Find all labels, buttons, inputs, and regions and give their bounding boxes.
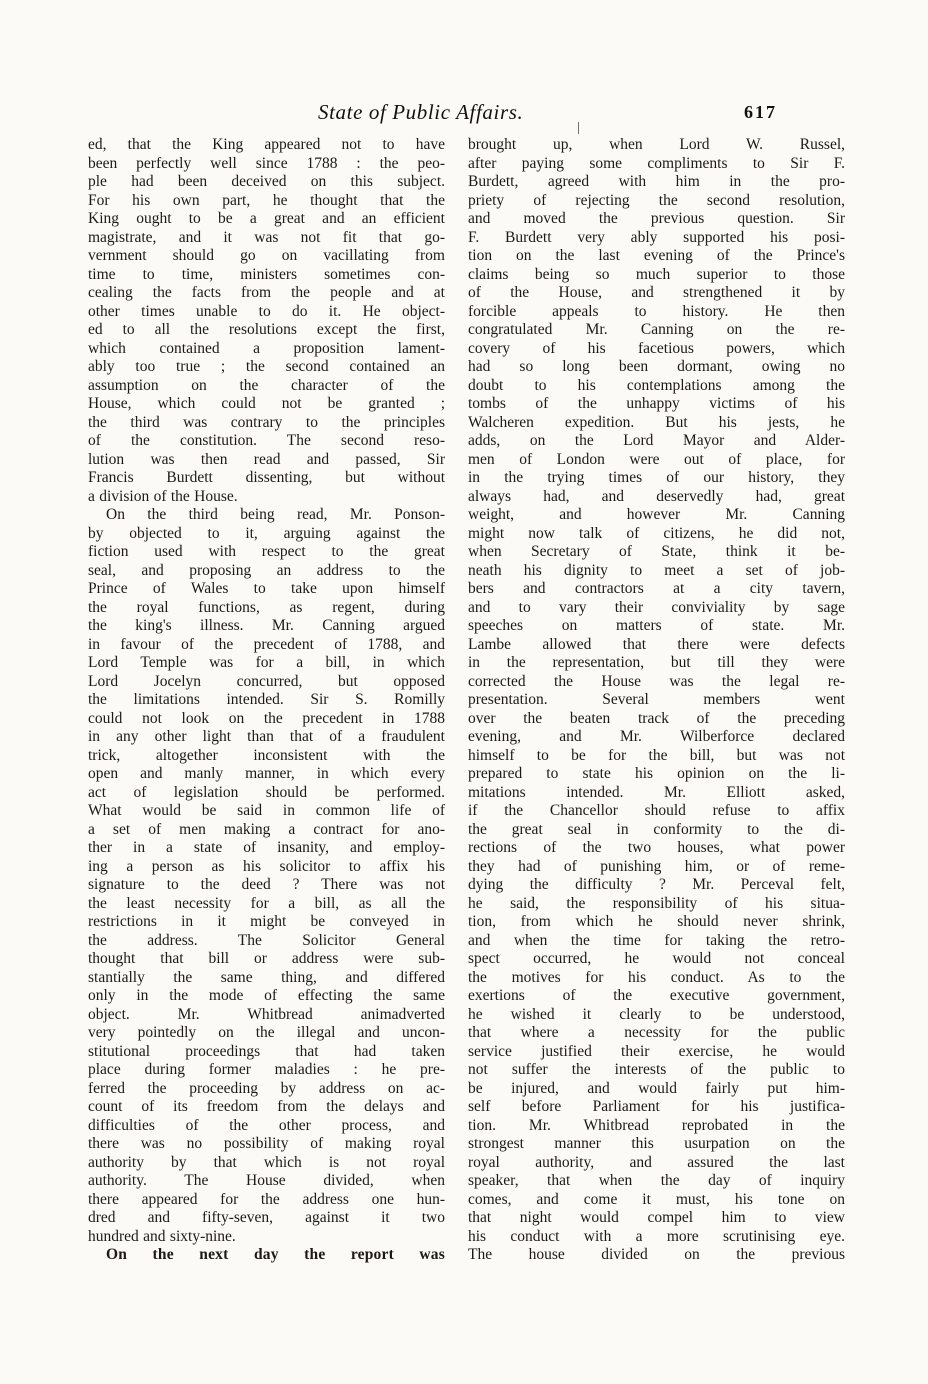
text-line: strongest manner this usurpation on the (468, 1135, 845, 1152)
text-line: hundred and sixty-nine. (88, 1227, 236, 1245)
text-line: trick, altogether inconsistent with the (88, 746, 445, 764)
text-line: tion, from which he should never shrink, (468, 913, 845, 930)
text-line: Prince of Wales to take upon himself (88, 580, 445, 597)
text-line: signature to the deed ? There was not (88, 876, 445, 893)
text-line: cealing the facts from the people and at (88, 284, 445, 301)
text-line: tion on the last evening of the Prince's (468, 247, 845, 264)
text-line: lution was then read and passed, Sir (88, 450, 445, 468)
text-line: and when the time for taking the retro- (468, 931, 845, 949)
text-line: House, which could not be granted ; (88, 395, 445, 412)
text-line: over the beaten track of the preceding (468, 709, 845, 727)
text-line: they had of punishing him, or of reme- (468, 857, 845, 875)
text-line: the least necessity for a bill, as all the (88, 894, 445, 912)
text-line: prepared to state his opinion on the li- (468, 765, 845, 782)
text-line: comes, and come it must, his tone on (468, 1190, 845, 1208)
text-line: magistrate, and it was not fit that go- (88, 228, 445, 246)
text-line: and to vary their conviviality by sage (468, 598, 845, 616)
text-line: he wished it clearly to be understood, (468, 1005, 845, 1023)
text-line: had so long been dormant, owing no (468, 358, 845, 375)
text-line: stantially the same thing, and differed (88, 968, 445, 986)
text-line: the great seal in conformity to the di- (468, 820, 845, 838)
text-line: forcible appeals to history. He then (468, 302, 845, 320)
text-line: congratulated Mr. Canning on the re- (468, 321, 845, 338)
text-line: difficulties of the other process, and (88, 1116, 445, 1134)
text-line: ed to all the resolutions except the first, (88, 321, 445, 338)
column-left (88, 136, 445, 1265)
text-line: tion. Mr. Whitbread reprobated in the (468, 1116, 845, 1134)
text-line: very pointedly on the illegal and uncon- (88, 1024, 445, 1041)
scan-artifact-mark (578, 122, 579, 134)
text-line: thought that bill or address were sub- (88, 950, 445, 967)
text-line: evening, and Mr. Wilberforce declared (468, 728, 845, 745)
text-line: covery of his facetious powers, which (468, 339, 845, 357)
text-line: after paying some compliments to Sir F. (468, 154, 845, 172)
text-line: restrictions in it might be conveyed in (88, 913, 445, 930)
text-line: doubt to his contemplations among the (468, 376, 845, 394)
text-line: ably too true ; the second contained an (88, 358, 445, 375)
text-line: stitutional proceedings that had taken (88, 1042, 445, 1060)
text-line: brought up, when Lord W. Russel, (468, 136, 845, 153)
text-line: Lord Jocelyn concurred, but opposed (88, 672, 445, 690)
text-line: he said, the responsibility of his situa- (468, 894, 845, 912)
text-line: a division of the House. (88, 487, 238, 505)
text-line: place during former maladies : he pre- (88, 1061, 445, 1078)
text-line: the address. The Solicitor General (88, 931, 445, 949)
text-line: ferred the proceeding by address on ac- (88, 1079, 445, 1097)
text-line: dying the difficulty ? Mr. Perceval felt, (468, 876, 845, 893)
text-line: object. Mr. Whitbread animadverted (88, 1005, 445, 1023)
text-line: there was no possibility of making royal (88, 1135, 445, 1152)
text-line: ing a person as his solicitor to affix his (88, 857, 445, 875)
text-line: What would be said in common life of (88, 802, 445, 819)
text-line: For his own part, he thought that the (88, 191, 445, 209)
text-line: self before Parliament for his justifica- (468, 1098, 845, 1115)
text-line: corrected the House was the legal re- (468, 672, 845, 690)
text-line: by objected to it, arguing against the (88, 524, 445, 542)
text-line: only in the mode of effecting the same (88, 987, 445, 1004)
text-line: Burdett, agreed with him in the pro- (468, 173, 845, 190)
text-line: mitations intended. Mr. Elliott asked, (468, 783, 845, 801)
text-line: The house divided on the previous (468, 1246, 845, 1263)
text-columns (88, 136, 845, 1265)
text-line: ther in a state of insanity, and employ- (88, 839, 445, 856)
text-line: priety of rejecting the second resolution, (468, 191, 845, 209)
text-line: in the trying times of our history, they (468, 469, 845, 486)
text-line: presentation. Several members went (468, 691, 845, 708)
text-line: the motives for his conduct. As to the (468, 968, 845, 986)
text-line: the king's illness. Mr. Canning argued (88, 617, 445, 634)
text-line: that night would compel him to view (468, 1209, 845, 1226)
text-line: if the Chancellor should refuse to affix (468, 802, 845, 819)
text-line: his conduct with a more scrutinising eye. (468, 1227, 845, 1245)
text-line: Walcheren expedition. But his jests, he (468, 413, 845, 431)
text-line: which contained a proposition lament- (88, 339, 445, 357)
text-line: there appeared for the address one hun- (88, 1190, 445, 1208)
text-line: authority. The House divided, when (88, 1172, 445, 1189)
text-line: be injured, and would fairly put him- (468, 1079, 845, 1097)
text-line: King ought to be a great and an efficient (88, 210, 445, 227)
page-number: 617 (744, 102, 777, 122)
text-line: a set of men making a contract for ano- (88, 820, 445, 838)
text-line: in any other light than that of a fraudulent (88, 728, 445, 745)
text-line: speaker, that when the day of inquiry (468, 1172, 845, 1189)
text-line: neath his dignity to meet a set of job- (468, 561, 845, 579)
text-line: Lord Temple was for a bill, in which (88, 654, 445, 671)
text-line: authority by that which is not royal (88, 1153, 445, 1171)
text-line: spect occurred, he would not conceal (468, 950, 845, 967)
text-line: the third was contrary to the principles (88, 413, 445, 431)
text-line: always had, and deservedly had, great (468, 487, 845, 505)
text-line: ple had been deceived on this subject. (88, 173, 445, 190)
text-line: adds, on the Lord Mayor and Alder- (468, 432, 845, 449)
text-line: other times unable to do it. He object- (88, 302, 445, 320)
text-line: in the representation, but till they were (468, 654, 845, 671)
text-line: that where a necessity for the public (468, 1024, 845, 1041)
text-line: service justified their exercise, he would (468, 1042, 845, 1060)
text-line: On the third being read, Mr. Ponson- (106, 506, 445, 523)
text-line: the royal functions, as regent, during (88, 598, 445, 616)
text-line: exertions of the executive government, (468, 987, 845, 1004)
text-line: royal authority, and assured the last (468, 1153, 845, 1171)
text-line: bers and contractors at a city tavern, (468, 580, 845, 597)
text-line: speeches on matters of state. Mr. (468, 617, 845, 634)
text-line: in favour of the precedent of 1788, and (88, 635, 445, 653)
text-line: weight, and however Mr. Canning (468, 506, 845, 523)
text-line: men of London were out of place, for (468, 450, 845, 468)
text-line: claims being so much superior to those (468, 265, 845, 283)
column-right (468, 136, 845, 1265)
text-line: time to time, ministers sometimes con- (88, 265, 445, 283)
text-line: Francis Burdett dissenting, but without (88, 469, 445, 486)
text-line: assumption on the character of the (88, 376, 445, 394)
text-line: On the next day the report was (106, 1246, 445, 1263)
text-line: of the House, and strengthened it by (468, 284, 845, 301)
text-line: vernment should go on vacillating from (88, 247, 445, 264)
text-line: could not look on the precedent in 1788 (88, 709, 445, 727)
text-line: the limitations intended. Sir S. Romilly (88, 691, 445, 708)
text-line: seal, and proposing an address to the (88, 561, 445, 579)
text-line: himself to be for the bill, but was not (468, 746, 845, 764)
text-line: open and manly manner, in which every (88, 765, 445, 782)
text-line: tombs of the unhappy victims of his (468, 395, 845, 412)
text-line: been perfectly well since 1788 : the peo- (88, 154, 445, 172)
text-line: Lambe allowed that there were defects (468, 635, 845, 653)
text-line: rections of the two houses, what power (468, 839, 845, 856)
running-title: State of Public Affairs. (318, 100, 524, 124)
text-line: of the constitution. The second reso- (88, 432, 445, 449)
text-line: act of legislation should be performed. (88, 783, 445, 801)
text-line: not suffer the interests of the public to (468, 1061, 845, 1078)
text-line: fiction used with respect to the great (88, 543, 445, 560)
text-line: ed, that the King appeared not to have (88, 136, 445, 153)
text-line: and moved the previous question. Sir (468, 210, 845, 227)
text-line: dred and fifty-seven, against it two (88, 1209, 445, 1226)
text-line: F. Burdett very ably supported his posi- (468, 228, 845, 246)
text-line: count of its freedom from the delays and (88, 1098, 445, 1115)
text-line: might now talk of citizens, he did not, (468, 524, 845, 542)
text-line: when Secretary of State, think it be- (468, 543, 845, 560)
